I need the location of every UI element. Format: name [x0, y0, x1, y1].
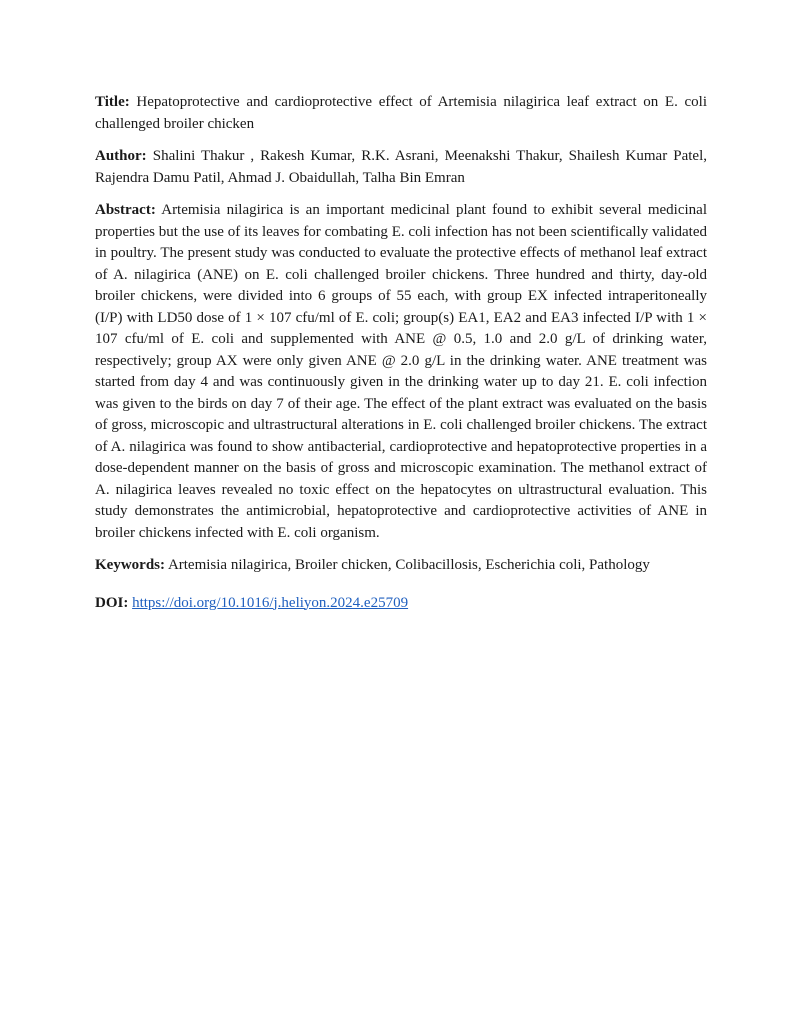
title-section [95, 92, 707, 135]
keywords-label: Keywords: [95, 557, 165, 573]
author-section [95, 146, 707, 189]
keywords-section [95, 555, 707, 577]
abstract-section [95, 200, 707, 544]
doi-link[interactable]: https://doi.org/10.1016/j.heliyon.2024.e25709 [132, 594, 409, 611]
abstract-label: Abstract: [95, 202, 156, 218]
title-text: Hepatoprotective and cardioprotective effect of Artemisia nilagirica leaf extract on E. coli challenged broiler chicken [95, 94, 707, 132]
document-page [95, 92, 707, 625]
author-text: Shalini Thakur , Rakesh Kumar, R.K. Asrani, Meenakshi Thakur, Shailesh Kumar Patel, Rajendra Damu Patil, Ahmad J. Obaidullah, Talha Bin Emran [95, 148, 708, 186]
title-label: Title: [95, 94, 130, 110]
author-label: Author: [95, 148, 147, 164]
doi-section [95, 593, 707, 615]
keywords-text: Artemisia nilagirica, Broiler chicken, Colibacillosis, Escherichia coli, Pathology [167, 557, 650, 573]
doi-label: DOI: [95, 594, 129, 611]
abstract-text: Artemisia nilagirica is an important medicinal plant found to exhibit several medicinal properties but the use of its leaves for combating E. coli infection has not been scientifically validated in poultry. The present study was conducted to evaluate the protective effects of methanol leaf extract of A. nilagirica (ANE) on E. coli challenged broiler chickens. Three hundred and thirty, day-old broiler chickens, were divided into 6 groups of 55 each, with group EX infected intraperitoneally (I/P) with LD50 dose of 1 × 107 cfu/ml of E. coli; group(s) EA1, EA2 and EA3 infected I/P with 1 × 107 cfu/ml of E. coli and supplemented with ANE @ 0.5, 1.0 and 2.0 g/L of drinking water, respectively; group AX were only given ANE @ 2.0 g/L in the drinking water. ANE treatment was started from day 4 and was continuously given in the drinking water up to day 21. E. coli infection was given to the birds on day 7 of their age. The effect of the plant extract was evaluated on the basis of gross, microscopic and ultrastructural alterations in E. coli challenged broiler chickens. The extract of A. nilagirica was found to show antibacterial, cardioprotective and hepatoprotective properties in a dose-dependent manner on the basis of gross and microscopic examination. The methanol extract of A. nilagirica leaves revealed no toxic effect on the hepatocytes on ultrastructural evaluation. This study demonstrates the antimicrobial, hepatoprotective and cardioprotective activities of ANE in broiler chickens infected with E. coli organism. [95, 202, 707, 541]
